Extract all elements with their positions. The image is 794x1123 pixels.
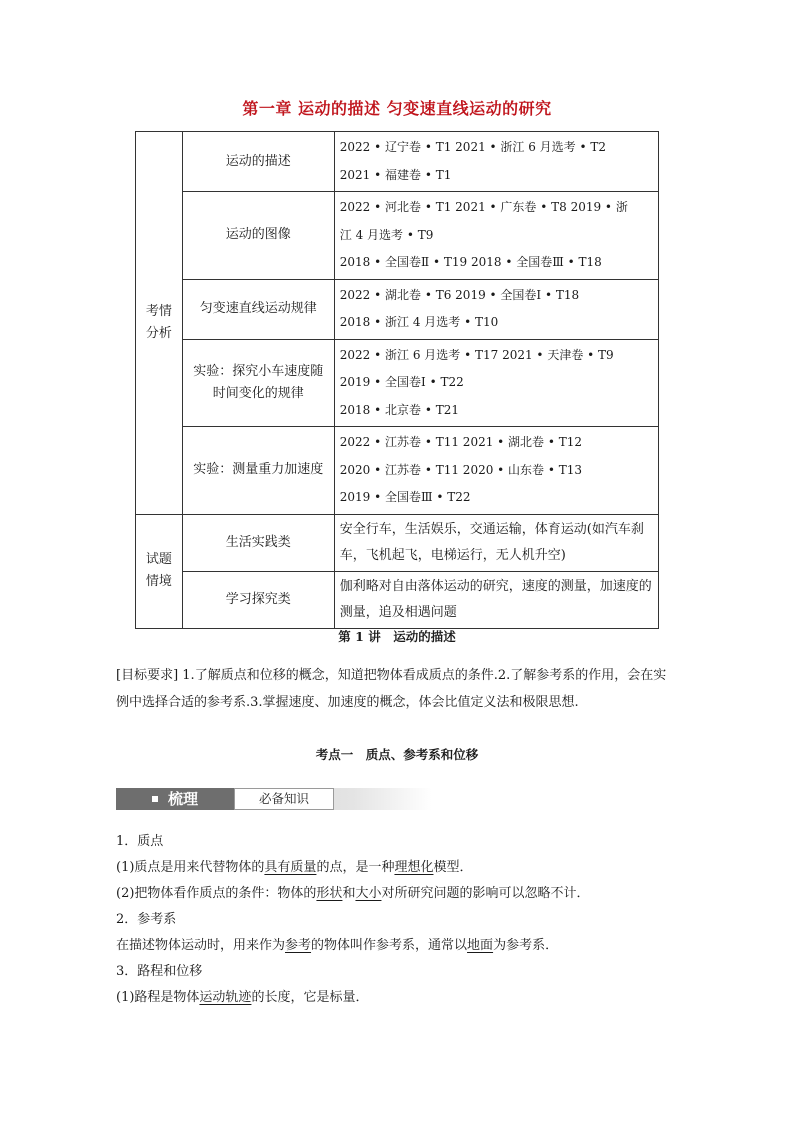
- topic-cell: 匀变速直线运动规律: [182, 279, 334, 339]
- goals-text: 1.了解质点和位移的概念，知道把物体看成质点的条件.2.了解参考系的作用，会在实例中选择合适的参考系.3.掌握速度、加速度的概念，体会比值定义法和极限思想.: [116, 668, 667, 710]
- lesson-title: 第 1 讲 运动的描述: [338, 629, 456, 644]
- heading-zhidian: 1．质点: [116, 834, 164, 849]
- paragraph: 在描述物体运动时，用来作为参考的物体叫作参考系，通常以地面为参考系．: [116, 938, 559, 953]
- paragraph: (2)把物体看作质点的条件：物体的形状和大小对所研究问题的影响可以忽略不计．: [116, 886, 590, 901]
- banner-dark-tab: [116, 788, 234, 810]
- fill-blank: 参考: [285, 938, 312, 953]
- heading-cankaoxi: 2．参考系: [116, 912, 177, 927]
- topic-cell: 实验：探究小车速度随时间变化的规律: [182, 339, 334, 427]
- topic-cell: 运动的图像: [182, 192, 334, 280]
- fill-blank: 运动轨迹: [199, 990, 252, 1005]
- banner-dark-label: 梳理: [168, 790, 199, 808]
- fill-blank: 具有质量: [264, 860, 317, 875]
- fill-blank: 地面: [467, 938, 494, 953]
- detail-cell: 2022 • 江苏卷 • T11 2021 • 湖北卷 • T12 2020 • 江苏卷 • T11 2020 • 山东卷 • T13 2019 • 全国卷Ⅲ • T22: [334, 427, 658, 515]
- paragraph: (1)路程是物体运动轨迹的长度，它是标量．: [116, 990, 369, 1005]
- topic-cell: 学习探究类: [182, 571, 334, 628]
- section-label-context: 试题情境: [136, 514, 183, 628]
- topic-cell: 运动的描述: [182, 132, 334, 192]
- heading-lucheng: 3．路程和位移: [116, 964, 203, 979]
- kaodian-title: 考点一 质点、参考系和位移: [315, 747, 479, 762]
- paragraph: (1)质点是用来代替物体的具有质量的点，是一种理想化模型．: [116, 860, 473, 875]
- detail-cell: 2022 • 浙江 6 月选考 • T17 2021 • 天津卷 • T9 2019 • 全国卷Ⅰ • T22 2018 • 北京卷 • T21: [334, 339, 658, 427]
- chapter-title: 第一章 运动的描述 匀变速直线运动的研究: [242, 99, 552, 118]
- topic-cell: 实验：测量重力加速度: [182, 427, 334, 515]
- fill-blank: 大小: [355, 886, 382, 901]
- context-cell: 安全行车，生活娱乐，交通运输，体育运动(如汽车刹车，飞机起飞，电梯运行，无人机升空): [334, 514, 658, 571]
- detail-cell: 2022 • 湖北卷 • T6 2019 • 全国卷Ⅰ • T18 2018 • 浙江 4 月选考 • T10: [334, 279, 658, 339]
- topic-cell: 生活实践类: [182, 514, 334, 571]
- banner-light-label: 必备知识: [234, 788, 334, 810]
- detail-cell: 2022 • 河北卷 • T1 2021 • 广东卷 • T8 2019 • 浙 江 4 月选考 • T9 2018 • 全国卷Ⅱ • T19 2018 • 全国卷Ⅲ • T18: [334, 192, 658, 280]
- knowledge-section: [116, 829, 686, 1011]
- exam-analysis-table: [135, 131, 659, 629]
- goals-tag: [目标要求]: [116, 668, 179, 683]
- detail-cell: 2022 • 辽宁卷 • T1 2021 • 浙江 6 月选考 • T2 2021 • 福建卷 • T1: [334, 132, 658, 192]
- fill-blank: 形状: [316, 886, 343, 901]
- square-bullet-icon: [152, 796, 158, 802]
- section-banner: [116, 788, 432, 810]
- context-cell: 伽利略对自由落体运动的研究，速度的测量，加速度的测量，追及相遇问题: [334, 571, 658, 628]
- fill-blank: 理想化: [394, 860, 434, 875]
- goals-paragraph: [116, 662, 676, 716]
- section-label-exam: 考情分析: [136, 132, 183, 515]
